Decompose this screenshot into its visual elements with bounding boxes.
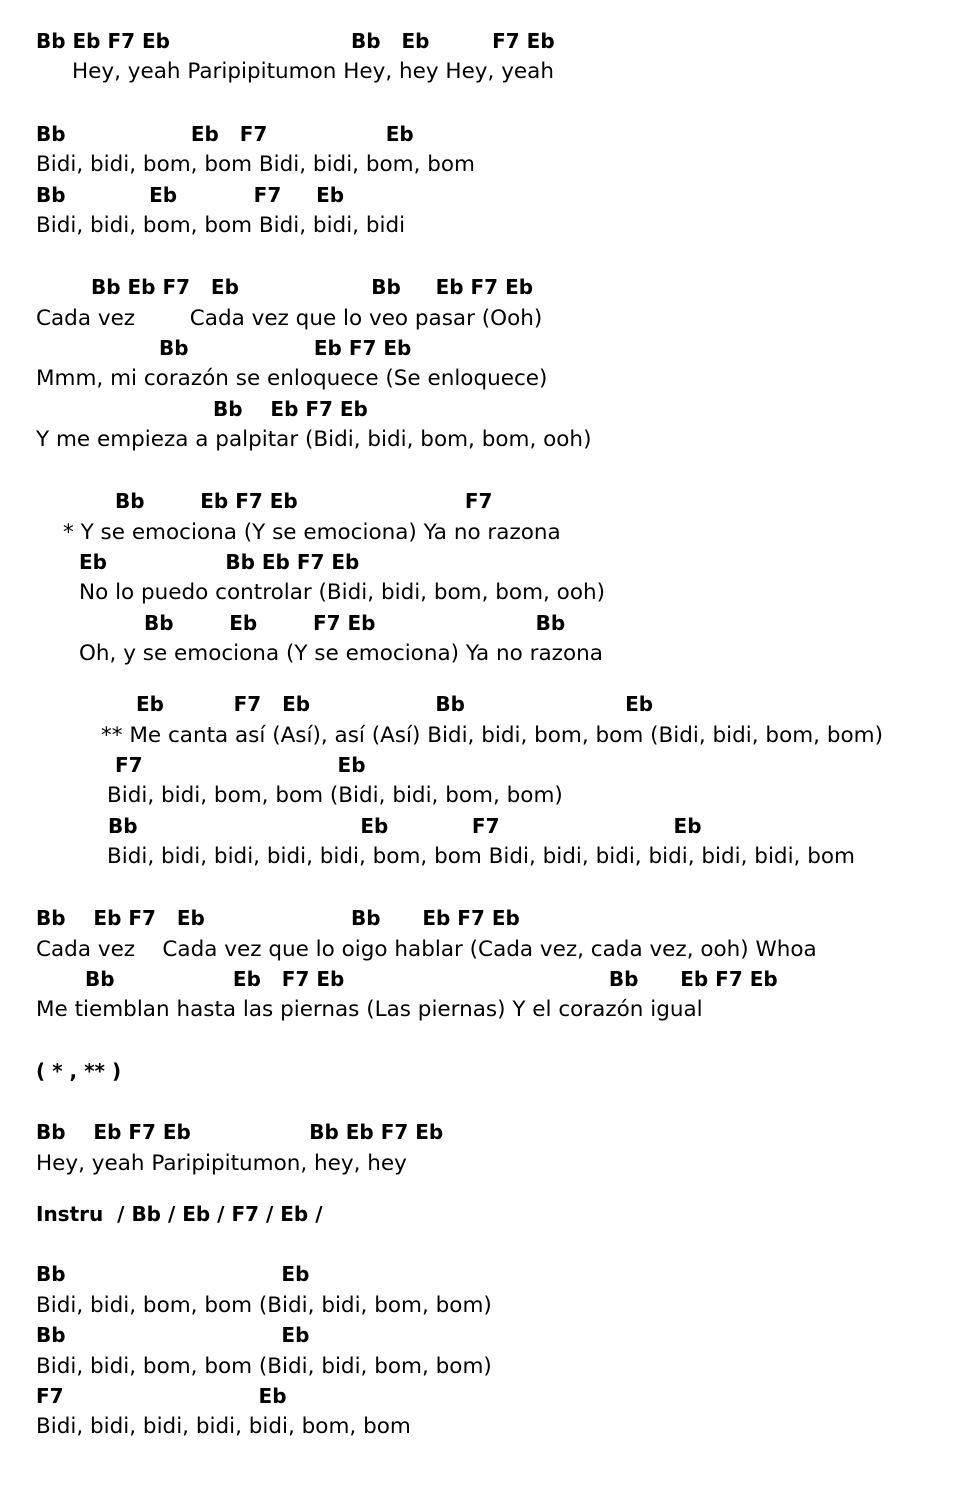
chord-line: Bb Eb F7 Eb Bb Eb F7 Eb xyxy=(36,1120,444,1144)
lyric-line: Bidi, bidi, bom, bom Bidi, bidi, bidi xyxy=(36,213,406,238)
chord-line: Bb Eb F7 Eb Bb Eb F7 Eb xyxy=(85,967,778,991)
instrumental-line: Instru / Bb / Eb / F7 / Eb / xyxy=(36,1202,323,1226)
chord-line: Bb Eb F7 Eb F7 xyxy=(115,489,493,513)
lyric-line: Bidi, bidi, bom, bom Bidi, bidi, bom, bom xyxy=(36,152,475,177)
lyric-line: No lo puedo controlar (Bidi, bidi, bom, bom, ooh) xyxy=(79,580,606,605)
chord-line: Bb Eb xyxy=(36,1262,310,1286)
lyric-line: Cada vez Cada vez que lo veo pasar (Ooh) xyxy=(36,306,543,331)
repeat-note: ( * , ** ) xyxy=(36,1059,122,1083)
lyric-line: * Y se emociona (Y se emociona) Ya no razona xyxy=(63,520,561,545)
chord-line: Bb Eb F7 Eb Bb xyxy=(144,611,566,635)
chord-line: Bb Eb F7 Eb xyxy=(159,336,412,360)
chord-line: Bb Eb xyxy=(36,1323,310,1347)
chord-line: Bb Eb F7 Eb Bb Eb F7 Eb xyxy=(91,275,534,299)
lyric-line: Cada vez Cada vez que lo oigo hablar (Cada vez, cada vez, ooh) Whoa xyxy=(36,937,817,962)
chord-line: F7 Eb xyxy=(115,753,366,777)
chord-line: Bb Eb F7 Eb xyxy=(108,814,702,838)
lyric-line: Y me empieza a palpitar (Bidi, bidi, bom, bom, ooh) xyxy=(36,427,592,452)
lyric-line: Bidi, bidi, bidi, bidi, bidi, bom, bom Bidi, bidi, bidi, bidi, bidi, bidi, bom xyxy=(107,844,855,869)
lyric-line: Bidi, bidi, bom, bom (Bidi, bidi, bom, bom) xyxy=(36,1293,492,1318)
chord-line: Bb Eb F7 Eb xyxy=(36,122,414,146)
chord-line: Eb Bb Eb F7 Eb xyxy=(79,550,360,574)
lyric-line: Bidi, bidi, bom, bom (Bidi, bidi, bom, bom) xyxy=(107,783,563,808)
chord-line: Bb Eb F7 Eb Bb Eb F7 Eb xyxy=(36,29,555,53)
lyric-line: Bidi, bidi, bidi, bidi, bidi, bom, bom xyxy=(36,1414,411,1439)
lyric-line: Me tiemblan hasta las piernas (Las piernas) Y el corazón igual xyxy=(36,997,703,1022)
chord-line: Bb Eb F7 Eb xyxy=(213,397,368,421)
lyric-line: Oh, y se emociona (Y se emociona) Ya no razona xyxy=(79,641,603,666)
lyric-line: Hey, yeah Paripipitumon Hey, hey Hey, yeah xyxy=(72,59,554,84)
chord-line: Bb Eb F7 Eb Bb Eb F7 Eb xyxy=(36,906,520,930)
lyric-line: Hey, yeah Paripipitumon, hey, hey xyxy=(36,1151,407,1176)
lyric-line: Mmm, mi corazón se enloquece (Se enloquece) xyxy=(36,366,548,391)
chord-line: F7 Eb xyxy=(36,1384,287,1408)
lyric-line: ** Me canta así (Así), así (Así) Bidi, bidi, bom, bom (Bidi, bidi, bom, bom) xyxy=(101,723,883,748)
chord-line: Eb F7 Eb Bb Eb xyxy=(136,692,654,716)
lyric-line: Bidi, bidi, bom, bom (Bidi, bidi, bom, bom) xyxy=(36,1354,492,1379)
chord-line: Bb Eb F7 Eb xyxy=(36,183,345,207)
